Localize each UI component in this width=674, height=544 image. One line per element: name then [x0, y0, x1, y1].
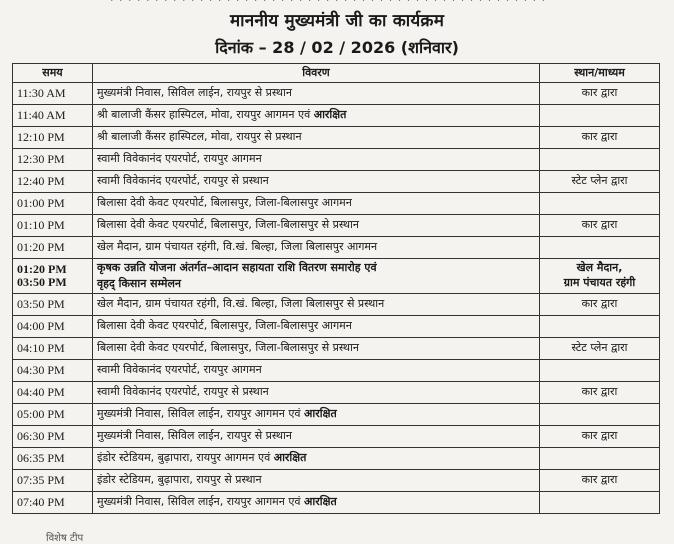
event-place-line1: खेल मैदान, [576, 261, 623, 275]
reserved-label: आरक्षित [304, 407, 337, 421]
time-cell: 07:35 PM [13, 470, 93, 492]
event-time-start: 01:20 PM [17, 261, 67, 276]
description-cell: मुख्यमंत्री निवास, सिविल लाईन, रायपुर से प्रस्थान [93, 83, 540, 105]
time-cell: 05:00 PM [13, 404, 93, 426]
time-cell: 01:00 PM [13, 193, 93, 215]
event-time-end: 03:50 PM [17, 275, 67, 289]
mode-cell: कार द्वारा [540, 294, 660, 316]
mode-cell [540, 404, 660, 426]
table-row [13, 237, 660, 259]
time-cell: 06:35 PM [13, 448, 93, 470]
table-row [13, 404, 660, 426]
table-row [13, 316, 660, 338]
table-row [13, 448, 660, 470]
description-cell: मुख्यमंत्री निवास, सिविल लाईन, रायपुर आगमन एवं आरक्षित [93, 404, 540, 426]
time-cell: 01:20 PM [13, 237, 93, 259]
time-cell: 07:40 PM [13, 492, 93, 514]
table-row [13, 149, 660, 171]
time-cell: 04:00 PM [13, 316, 93, 338]
description-cell: मुख्यमंत्री निवास, सिविल लाईन, रायपुर आगमन एवं आरक्षित [93, 492, 540, 514]
time-cell: 04:40 PM [13, 382, 93, 404]
time-cell: 04:30 PM [13, 360, 93, 382]
mode-cell [540, 360, 660, 382]
description-cell: श्री बालाजी कैंसर हास्पिटल, मोवा, रायपुर से प्रस्थान [93, 127, 540, 149]
event-place-line2: ग्राम पंचायत रहंगी [563, 276, 636, 289]
mode-cell [540, 316, 660, 338]
column-header-place-mode: स्थान/माध्यम [540, 64, 660, 83]
description-cell: खेल मैदान, ग्राम पंचायत रहंगी, वि.खं. बिल्हा, जिला बिलासपुर से प्रस्थान [93, 294, 540, 316]
description-cell: मुख्यमंत्री निवास, सिविल लाईन, रायपुर से प्रस्थान [93, 426, 540, 448]
time-cell: 04:10 PM [13, 338, 93, 360]
mode-cell: कार द्वारा [540, 426, 660, 448]
mode-cell: स्टेट प्लेन द्वारा [540, 171, 660, 193]
description-cell: खेल मैदान, ग्राम पंचायत रहंगी, वि.खं. बिल्हा, जिला बिलासपुर आगमन [93, 237, 540, 259]
event-description-line1: कृषक उन्नति योजना अंतर्गत–आदान सहायता राशि वितरण समारोह एवं [97, 261, 377, 275]
table-row [13, 127, 660, 149]
table-row [13, 105, 660, 127]
description-cell: इंडोर स्टेडियम, बुढ़ापारा, रायपुर से प्रस्थान [93, 470, 540, 492]
table-row [13, 426, 660, 448]
mode-cell [540, 448, 660, 470]
reserved-label: आरक्षित [313, 108, 347, 122]
event-place-cell [540, 259, 660, 294]
date-line: दिनांक – 28 / 02 / 2026 (शनिवार) [215, 38, 459, 57]
mode-cell: स्टेट प्लेन द्वारा [540, 338, 660, 360]
description-cell: स्वामी विवेकानंद एयरपोर्ट, रायपुर से प्रस्थान [93, 382, 540, 404]
mode-cell [540, 237, 660, 259]
table-row [13, 492, 660, 514]
time-cell: 11:30 AM [13, 83, 93, 105]
mode-cell: कार द्वारा [540, 83, 660, 105]
time-cell: 06:30 PM [13, 426, 93, 448]
description-cell: स्वामी विवेकानंद एयरपोर्ट, रायपुर आगमन [93, 149, 540, 171]
event-description-line2: वृहद् किसान सम्मेलन [97, 277, 182, 290]
table-row [13, 171, 660, 193]
mode-cell [540, 193, 660, 215]
column-header-description: विवरण [93, 64, 540, 83]
table-row [13, 382, 660, 404]
time-cell: 11:40 AM [13, 105, 93, 127]
table-row [13, 294, 660, 316]
reserved-label: आरक्षित [273, 451, 307, 465]
description-cell: बिलासा देवी केवट एयरपोर्ट, बिलासपुर, जिला-बिलासपुर आगमन [93, 316, 540, 338]
table-header-row [13, 64, 660, 83]
mode-cell [540, 492, 660, 514]
description-cell: बिलासा देवी केवट एयरपोर्ट, बिलासपुर, जिला-बिलासपुर से प्रस्थान [93, 215, 540, 237]
mode-cell: कार द्वारा [540, 382, 660, 404]
time-cell: 03:50 PM [13, 294, 93, 316]
footer-cropped-note: विशेष टीप [46, 533, 84, 544]
schedule-table [12, 63, 660, 514]
mode-cell: कार द्वारा [540, 470, 660, 492]
description-cell: बिलासा देवी केवट एयरपोर्ट, बिलासपुर, जिला-बिलासपुर से प्रस्थान [93, 338, 540, 360]
table-row [13, 338, 660, 360]
time-cell: 12:10 PM [13, 127, 93, 149]
main-event-row [13, 259, 660, 294]
event-description-cell [93, 259, 540, 294]
description-cell: श्री बालाजी कैंसर हास्पिटल, मोवा, रायपुर आगमन एवं आरक्षित [93, 105, 540, 127]
table-row [13, 470, 660, 492]
table-row [13, 360, 660, 382]
reserved-label: आरक्षित [304, 495, 337, 509]
description-cell: बिलासा देवी केवट एयरपोर्ट, बिलासपुर, जिला-बिलासपुर आगमन [93, 193, 540, 215]
table-row [13, 193, 660, 215]
page-title: माननीय मुख्यमंत्री जी का कार्यक्रम [229, 11, 445, 31]
description-cell: स्वामी विवेकानंद एयरपोर्ट, रायपुर आगमन [93, 360, 540, 382]
time-cell: 01:10 PM [13, 215, 93, 237]
description-cell: इंडोर स्टेडियम, बुढ़ापारा, रायपुर आगमन एवं आरक्षित [93, 448, 540, 470]
mode-cell: कार द्वारा [540, 215, 660, 237]
mode-cell: कार द्वारा [540, 127, 660, 149]
table-row [13, 215, 660, 237]
mode-cell [540, 105, 660, 127]
time-cell: 12:40 PM [13, 171, 93, 193]
column-header-time: समय [13, 64, 93, 83]
top-cropped-line [110, 0, 630, 4]
event-time-cell [13, 259, 93, 294]
time-cell: 12:30 PM [13, 149, 93, 171]
description-cell: स्वामी विवेकानंद एयरपोर्ट, रायपुर से प्रस्थान [93, 171, 540, 193]
mode-cell [540, 149, 660, 171]
table-row [13, 83, 660, 105]
